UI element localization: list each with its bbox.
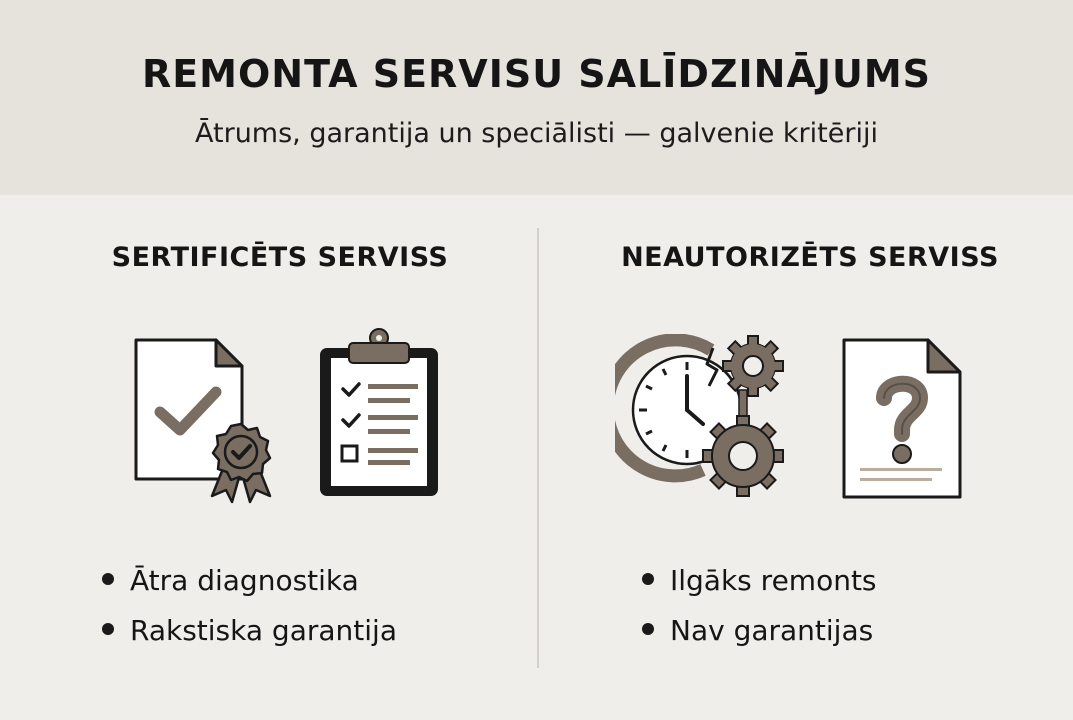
bullet-dot [642,573,654,585]
certified-benefits-list [102,556,397,656]
page-subtitle: Ātrums, garantija un speciālisti — galvenie kritēriji [195,118,878,149]
unauthorized-service-heading: NEAUTORIZĒTS SERVISS [621,242,999,273]
certified-service-heading: SERTIFICĒTS SERVISS [111,242,449,273]
list-item: Rakstiska garantija [102,606,397,656]
bullet-dot [102,573,114,585]
page-title: REMONTA SERVISU SALĪDZINĀJUMS [141,52,932,96]
certified-document-icon [128,334,278,509]
header-band [0,0,1073,195]
list-item: Ātra diagnostika [102,556,397,606]
list-item: Nav garantijas [642,606,877,656]
bullet-dot [642,623,654,635]
checklist-clipboard-icon [312,326,444,504]
unauthorized-drawbacks-list [642,556,877,656]
column-divider [537,228,539,668]
bullet-dot [102,623,114,635]
list-item: Ilgāks remonts [642,556,877,606]
question-document-icon [836,334,966,504]
broken-clock-gears-icon [615,334,790,504]
